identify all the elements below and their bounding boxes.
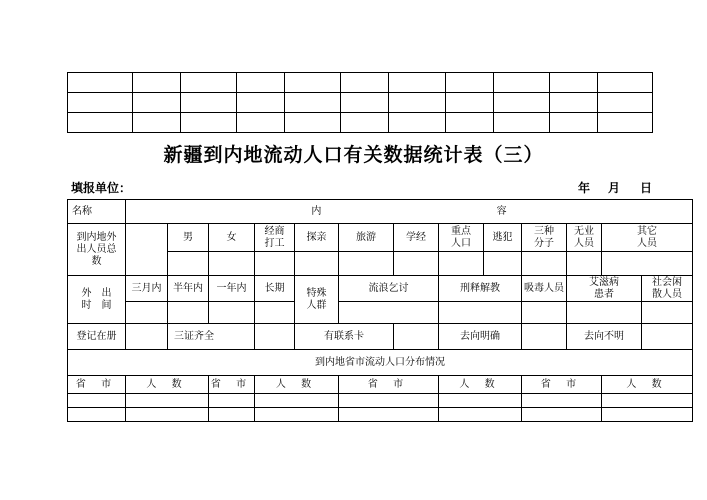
category-label-line: 其它 (637, 225, 657, 237)
table-row (68, 408, 693, 422)
category-label-line: 重点 (451, 225, 471, 237)
duration-value-row (68, 302, 693, 324)
people-count-header: 人 数 (126, 376, 209, 394)
whereabouts-unknown-label: 去向不明 (567, 324, 642, 350)
category-three-elements (522, 224, 567, 252)
category-tourism (339, 224, 394, 252)
content-header (126, 200, 693, 224)
category-label-line: 旅游 (356, 231, 376, 243)
category-label-line: 三种 (534, 225, 554, 237)
registered-label: 登记在册 (68, 324, 126, 350)
distribution-header-row (68, 376, 693, 394)
special-group-item-line: 患者 (594, 288, 614, 300)
special-group-label (295, 276, 339, 324)
table-row (68, 73, 653, 93)
category-male (168, 224, 209, 252)
category-label-line: 探亲 (306, 231, 327, 243)
header-row (68, 200, 693, 224)
people-count-header: 人 数 (255, 376, 339, 394)
distribution-title: 到内地省市流动人口分布情况 (68, 350, 693, 376)
page-title: 新疆到内地流动人口有关数据统计表（三） (163, 144, 544, 166)
total-outgoing-label-line: 数 (91, 255, 102, 267)
duration-half-year: 半年内 (168, 276, 209, 302)
category-label-line: 学经 (406, 231, 426, 243)
province-city-header: 省 市 (339, 376, 439, 394)
category-label-line: 打工 (264, 237, 285, 249)
special-released-prisoners (439, 276, 522, 302)
table-row (68, 113, 653, 133)
category-label-line: 无业 (574, 225, 594, 237)
filing-unit-label: 填报单位： (71, 181, 132, 195)
name-header: 名称 (68, 200, 126, 224)
category-key-population (439, 224, 484, 252)
table-row (68, 394, 693, 408)
category-label-line: 女 (226, 231, 237, 243)
special-idle-persons (642, 276, 693, 302)
special-group-item-line: 艾滋病 (589, 276, 619, 288)
province-city-header: 省 市 (68, 376, 126, 394)
people-count-header: 人 数 (602, 376, 693, 394)
total-outgoing-label-line: 到内地外 (76, 231, 117, 243)
date-year-label: 年 (578, 181, 591, 195)
time-out-label-line: 外 出 (81, 287, 112, 299)
total-outgoing-label (68, 224, 126, 276)
category-other (602, 224, 693, 252)
category-label-line: 分子 (534, 237, 554, 249)
category-label-line: 男 (183, 231, 193, 243)
category-label-line: 人员 (574, 237, 594, 249)
category-label-line: 经商 (264, 225, 285, 237)
date-day-label: 日 (640, 181, 653, 195)
content-header-1: 内 (311, 205, 322, 217)
special-group-item-line: 刑释解教 (460, 282, 500, 294)
statistics-table (67, 199, 693, 422)
special-drug-users (522, 276, 567, 302)
special-vagrant (339, 276, 439, 302)
special-group-item-line: 流浪乞讨 (368, 282, 409, 294)
province-city-header: 省 市 (209, 376, 255, 394)
previous-table-fragment (67, 72, 653, 133)
whereabouts-known-label: 去向明确 (439, 324, 522, 350)
total-value-cell (126, 224, 168, 276)
category-business-work (255, 224, 295, 252)
special-group-item-line: 吸毒人员 (524, 282, 564, 294)
duration-3-months: 三月内 (126, 276, 168, 302)
category-female (209, 224, 255, 252)
duration-long-term: 长期 (255, 276, 295, 302)
registration-row (68, 324, 693, 350)
duration-1-year: 一年内 (209, 276, 255, 302)
people-count-header: 人 数 (439, 376, 522, 394)
special-group-label-line: 特殊 (306, 287, 327, 299)
special-group-item-line: 散人员 (652, 288, 682, 300)
special-aids-patients (567, 276, 642, 302)
category-visit-relatives (295, 224, 339, 252)
special-group-label-line: 人群 (306, 299, 327, 311)
duration-row (68, 276, 693, 302)
total-outgoing-label-line: 出人员总 (76, 243, 117, 255)
category-row (68, 224, 693, 252)
content-header-2: 容 (496, 205, 507, 217)
docs-complete-label: 三证齐全 (168, 324, 255, 350)
category-fugitives (484, 224, 522, 252)
category-label-line: 人口 (451, 237, 471, 249)
time-out-label (68, 276, 126, 324)
date-month-label: 月 (608, 181, 621, 195)
category-label-line: 逃犯 (492, 231, 513, 243)
category-label-line: 人员 (637, 237, 657, 249)
category-unemployed (567, 224, 602, 252)
table-row (68, 93, 653, 113)
contact-card-label: 有联系卡 (295, 324, 394, 350)
category-scripture-study (394, 224, 439, 252)
time-out-label-line: 时 间 (81, 299, 112, 311)
distribution-title-row (68, 350, 693, 376)
province-city-header: 省 市 (522, 376, 602, 394)
special-group-item-line: 社会闲 (652, 276, 682, 288)
